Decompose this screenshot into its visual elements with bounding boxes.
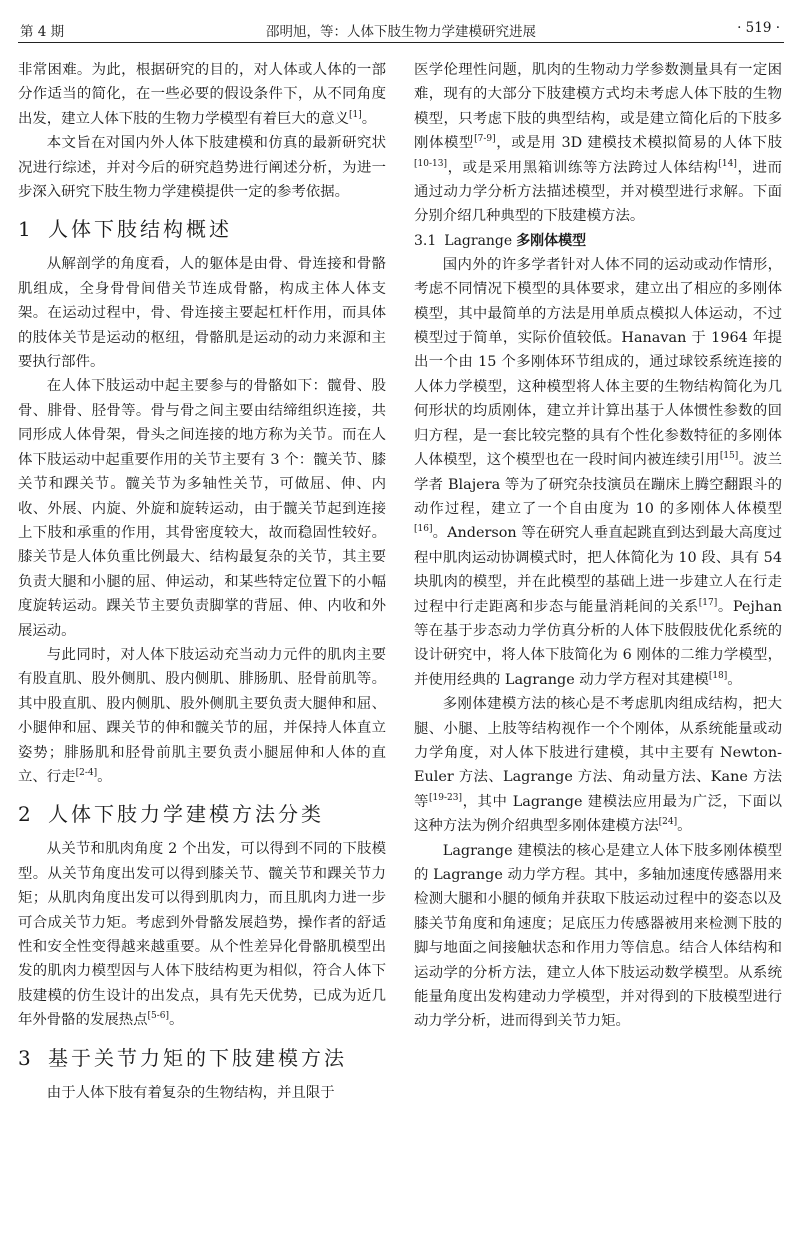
paragraph: 国内外的许多学者针对人体不同的运动或动作情形，考虑不同情况下模型的具体要求，建立出了相应的多刚体模型，其中最简单的方法是用单质点模拟人体运动，不过模型过于简单，实际价值较低。Hanavan 于 1964 年提出一个由 15 个多刚体环节组成的，通过球铰系统连接的人体力学模型，这种模型将人体主要的生物结构简化为几何形状的均质刚体，建立并计算出基于人体惯性参数的回归方程，是一套比较完整的具有个性化参数特征的多刚体人体模型，这个模型也在一段时间内被连续引用[15]。波兰学者 Blajera 等为了研究杂技演员在蹦床上腾空翻跟斗的动作过程，建立了一个自由度为 10 的多刚体人体模型[16]。Anderson 等在研究人垂直起跳直到达到最大高度过程中肌肉运动协调模式时，把人体简化为 10 段、具有 54 块肌肉的模型，并在此模型的基础上进一步建立人在行走过程中行走距离和步态与能量消耗间的关系[17]。Pejhan 等在基于步态动力学仿真分析的人体下肢假肢优化系统的设计研究中，将人体下肢简化为 6 刚体的二维力学模型，并使用经典的 Lagrange 动力学方程对其建模[18]。 xyxy=(414,256,782,688)
right-column xyxy=(414,58,782,1034)
paragraph: 在人体下肢运动中起主要参与的骨骼如下：髋骨、股骨、腓骨、胫骨等。骨与骨之间主要由结缔组织连接，共同形成人体骨架，骨头之间连接的地方称为关节。而在人体下肢运动中起重要作用的关节主要有 3 个：髋关节、膝关节和踝关节。髋关节为多轴性关节，可做屈、伸、内收、外展、内旋、外旋和旋转运动，由于髋关节起到连接上下肢和承重的作用，其骨密度较大，故而稳固性较好。膝关节是人体负重比例最大、结构最复杂的关节，其主要负责大腿和小腿的屈、伸运动，和某些特定位置下的小幅度旋转运动。踝关节主要负责脚掌的背屈、伸、内收和外展运动。 xyxy=(18,378,386,639)
section-heading-1: 1 人体下肢结构概述 xyxy=(18,217,232,242)
paragraph: 本文旨在对国内外人体下肢建模和仿真的最新研究状况进行综述，并对今后的研究趋势进行阐述分析，为进一步深入研究下肢生物力学建模提供一定的参考依据。 xyxy=(18,135,386,201)
paragraph: 从关节和肌肉角度 2 个出发，可以得到不同的下肢模型。从关节角度出发可以得到膝关节、髋关节和踝关节力矩；从肌肉角度出发可以得到肌肉力，而且肌肉力进一步可合成关节力矩。考虑到外骨骼发展趋势，操作者的舒适性和安全性变得越来越重要。从个性差异化骨骼肌模型出发的肌肉力模型因与人体下肢结构更为相似，符合人体下肢建模的仿生设计的出发点，具有先天优势，已成为近几年外骨骼的发展热点[5-6]。 xyxy=(18,841,386,1029)
subsection-heading-3-1: 3.1 Lagrange 多刚体模型 xyxy=(414,232,587,249)
citation[interactable]: [7-9] xyxy=(474,134,496,145)
citation[interactable]: [16] xyxy=(414,524,433,535)
paragraph: 由于人体下肢有着复杂的生物结构，并且限于 xyxy=(46,1084,335,1101)
running-header xyxy=(18,16,784,43)
citation[interactable]: [19-23] xyxy=(429,792,462,803)
citation[interactable]: [5-6] xyxy=(147,1011,170,1022)
citation[interactable]: [18] xyxy=(708,670,728,681)
paragraph: 多刚体建模方法的核心是不考虑肌肉组成结构，把大腿、小腿、上肢等结构视作一个个刚体，从系统能量或动力学角度，对人体下肢进行建模，其中主要有 Newton-Euler 方法、Lagrange 方法、角动量方法、Kane 方法等[19-23]，其中 Lagrange 建模法应用最为广泛，下面以这种方法为例介绍典型多刚体建模方法[24]。 xyxy=(414,696,782,835)
citation[interactable]: [17] xyxy=(698,597,718,608)
citation[interactable]: [2-4] xyxy=(75,768,98,779)
section-heading-2: 2 人体下肢力学建模方法分类 xyxy=(18,802,324,827)
citation[interactable]: [15] xyxy=(719,451,739,462)
citation[interactable]: [24] xyxy=(658,817,678,828)
citation[interactable]: [1] xyxy=(349,110,362,121)
citation[interactable]: [10-13] xyxy=(414,158,447,169)
paragraph: Lagrange 建模法的核心是建立人体下肢多刚体模型的 Lagrange 动力学方程。其中，多轴加速度传感器用来检测大腿和小腿的倾角并获取下肢运动过程中的姿态以及膝关节角度和角速度；足底压力传感器被用来检测下肢的脚与地面之间接触状态和作用力等信息。结合人体结构和运动学的分析方法，建立人体下肢运动数学模型。从系统能量角度出发构建动力学模型，并对得到的下肢模型进行动力学分析，进而得到关节力矩。 xyxy=(414,842,782,1030)
left-column xyxy=(18,58,386,1105)
paragraph: 从解剖学的角度看，人的躯体是由骨、骨连接和骨骼肌组成，全身骨骨间借关节连成骨骼，构成主体人体支架。在运动过程中，骨、骨连接主要起杠杆作用，而具体的肢体关节是运动的枢纽，骨骼肌是运动的动力来源和主要执行部件。 xyxy=(18,256,386,371)
paragraph: 非常困难。为此，根据研究的目的，对人体或人体的一部分作适当的简化，在一些必要的假设条件下，从不同角度出发，建立人体下肢的生物力学模型有着巨大的意义[1]。 xyxy=(18,62,386,127)
issue-number: 第 4 期 xyxy=(20,24,65,40)
paragraph: 医学伦理性问题，肌肉的生物动力学参数测量具有一定困难，现有的大部分下肢建模方式均未考虑人体下肢的生物模型，只考虑下肢的典型结构，或是建立简化后的下肢多刚体模型[7-9]，或是用 3D 建模技术模拟简易的人体下肢[10-13]，或是采用黑箱训练等方法跨过人体结构[14]，进而通过动力学分析方法描述模型，并对模型进行求解。下面分别介绍几种典型的下肢建模方法。 xyxy=(414,62,782,225)
section-heading-3: 3 基于关节力矩的下肢建模方法 xyxy=(18,1045,347,1070)
paragraph: 与此同时，对人体下肢运动充当动力元件的肌肉主要有股直肌、股外侧肌、股内侧肌、腓肠肌、胫骨前肌等。其中股直肌、股内侧肌、股外侧肌主要负责大腿伸和屈、小腿伸和屈、踝关节的伸和髋关节的屈，并保持人体直立姿势；腓肠肌和胫骨前肌主要负责小腿屈伸和人体的直立、行走[2-4]。 xyxy=(18,646,386,785)
page-number: · 519 · xyxy=(737,20,780,36)
citation[interactable]: [14] xyxy=(718,158,737,169)
running-title: 邵明旭，等：人体下肢生物力学建模研究进展 xyxy=(266,24,536,40)
